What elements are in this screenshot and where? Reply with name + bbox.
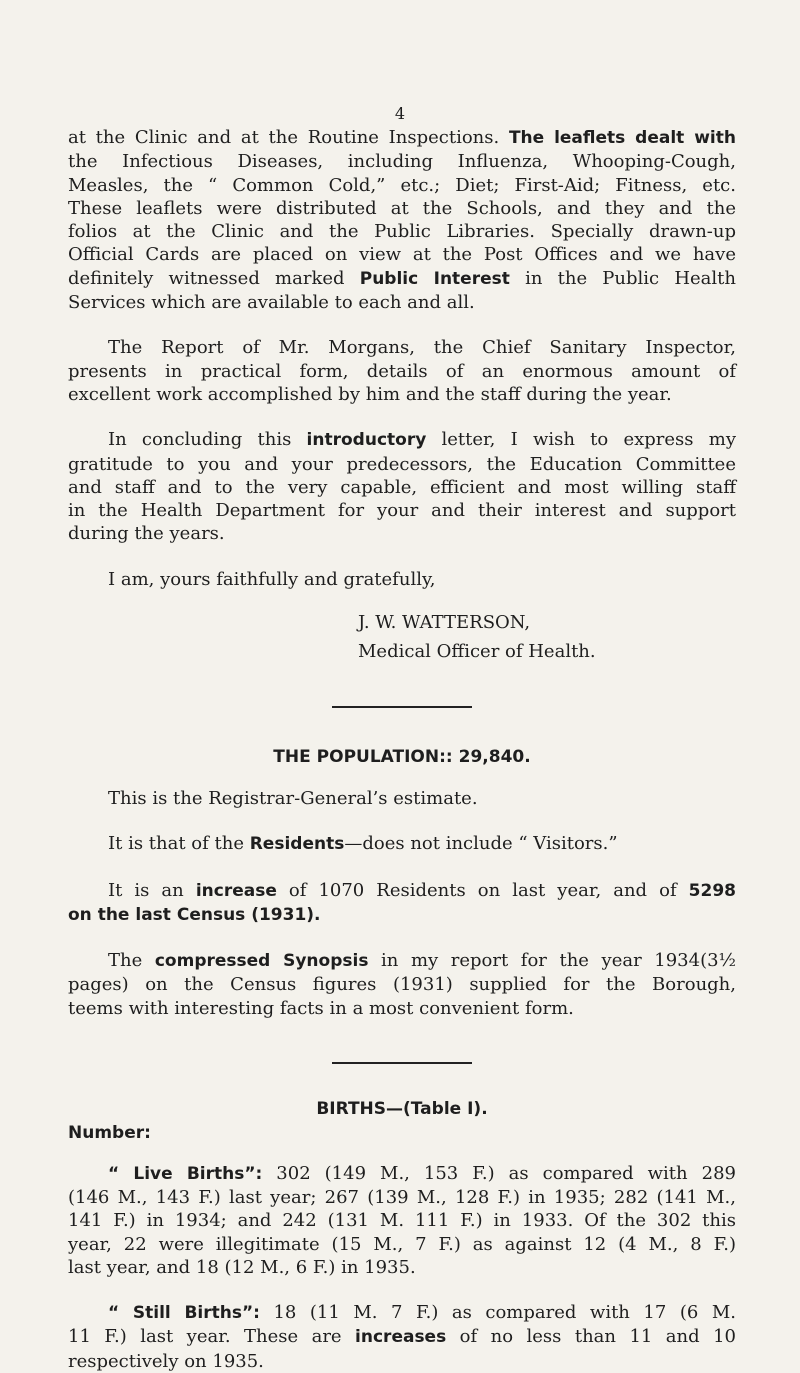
signature-name: J. W. WATTERSON,: [358, 612, 531, 634]
text-line: folios at the Clinic and the Public Libraries. Specially drawn-up: [68, 221, 736, 243]
text-line: Official Cards are placed on view at the Post Offices and we have: [68, 244, 736, 266]
births-heading: BIRTHS—(Table I).: [316, 1099, 488, 1120]
text-line: last year, and 18 (12 M., 6 F.) in 1935.: [68, 1256, 416, 1278]
text-line: excellent work accomplished by him and the staff during the year.: [68, 383, 672, 405]
number-label: Number:: [68, 1123, 151, 1144]
text-line: These leaflets were distributed at the Schools, and they and the: [68, 197, 736, 219]
text-line: respectively on 1935.: [68, 1350, 264, 1372]
report-paragraph: [68, 336, 736, 406]
text-line: on the last Census (1931).: [68, 904, 321, 925]
population-increase: [68, 879, 736, 928]
population-synopsis: [68, 949, 736, 1020]
text-line: Measles, the “ Common Cold,” etc.; Diet; First-Aid; Fitness, etc.: [68, 174, 736, 196]
text-line: in the Health Department for your and their interest and support: [68, 500, 736, 522]
text-line: gratitude to you and your predecessors, the Education Committee: [68, 453, 736, 475]
text-line: year, 22 were illegitimate (15 M., 7 F.) as against 12 (4 M., 8 F.): [68, 1233, 736, 1255]
text-line: at the Clinic and at the Routine Inspections. The leaflets dealt with: [68, 127, 736, 148]
text-line: 141 F.) in 1934; and 242 (131 M. 111 F.) in 1933. Of the 302 this: [68, 1210, 736, 1232]
signature-title: Medical Officer of Health.: [358, 641, 596, 663]
population-estimate: This is the Registrar-General’s estimate.: [108, 787, 478, 809]
text-line: definitely witnessed marked Public Interest in the Public Health: [68, 267, 736, 289]
still-births-paragraph: [68, 1301, 736, 1373]
text-line: during the years.: [68, 523, 225, 545]
text-line: “ Live Births”: 302 (149 M., 153 F.) as compared with 289: [108, 1162, 736, 1184]
population-residents: It is that of the Residents—does not include “ Visitors.”: [108, 833, 618, 855]
text-line: presents in practical form, details of an enormous amount of: [68, 360, 736, 382]
text-line: (146 M., 143 F.) last year; 267 (139 M., 128 F.) in 1935; 282 (141 M.,: [68, 1186, 736, 1208]
text-line: The compressed Synopsis in my report for the year 1934(3½: [108, 950, 737, 972]
text-line: pages) on the Census figures (1931) supplied for the Borough,: [68, 974, 736, 996]
concluding-paragraph: [68, 428, 736, 545]
text-line: the Infectious Diseases, including Influenza, Whooping-Cough,: [68, 151, 736, 173]
live-births-paragraph: [68, 1162, 736, 1279]
text-line: Services which are available to each and all.: [68, 292, 475, 314]
text-line: The Report of Mr. Morgans, the Chief Sanitary Inspector,: [108, 337, 736, 359]
intro-paragraph: [68, 126, 736, 314]
text-line: In concluding this introductory letter, I wish to express my: [108, 429, 736, 451]
page-body: [68, 126, 736, 1373]
text-line: teems with interesting facts in a most convenient form.: [68, 997, 574, 1019]
text-line: It is an increase of 1070 Residents on last year, and of 5298: [108, 879, 736, 901]
closing-line: I am, yours faithfully and gratefully,: [108, 568, 436, 590]
text-line: 11 F.) last year. These are increases of no less than 11 and 10: [68, 1326, 737, 1348]
text-line: and staff and to the very capable, efficient and most willing staff: [68, 476, 736, 498]
page-number: 4: [394, 104, 406, 123]
population-heading: THE POPULATION:: 29,840.: [273, 746, 531, 767]
text-line: “ Still Births”: 18 (11 M. 7 F.) as compared with 17 (6 M.: [108, 1302, 736, 1324]
